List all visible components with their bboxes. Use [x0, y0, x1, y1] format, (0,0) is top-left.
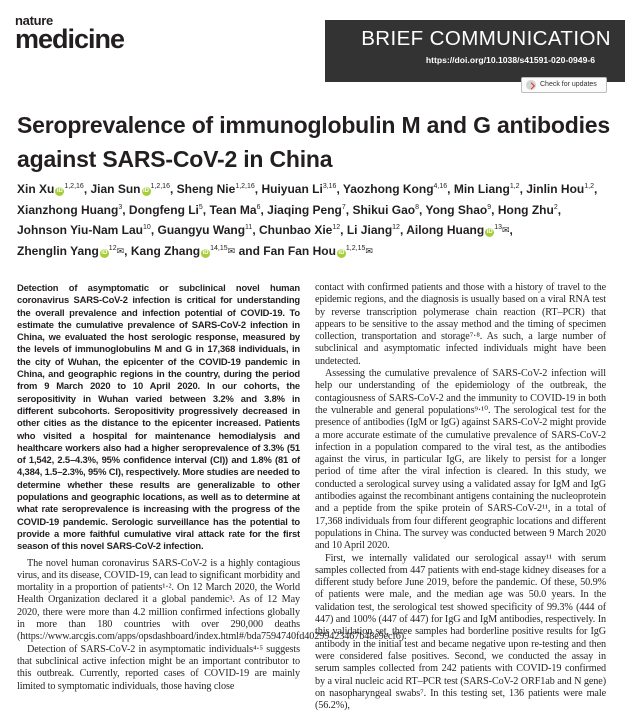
- author-name-text: Dongfeng Li: [128, 202, 199, 217]
- author-affiliation: 13: [494, 224, 502, 231]
- author-name[interactable]: [352, 203, 419, 217]
- author-affiliation: 10: [143, 224, 151, 231]
- email-icon[interactable]: ✉: [227, 245, 236, 256]
- author-name[interactable]: [343, 182, 447, 196]
- email-icon[interactable]: ✉: [365, 245, 373, 256]
- author-affiliation: 9: [487, 203, 492, 211]
- author-affiliation: 2: [553, 203, 558, 211]
- body-paragraph: Detection of SARS-CoV-2 in asymptomatic individuals⁴‧⁵ suggests that subclinical active infection might be an important contributor to this outbreak. Currently, reported cases of COVID-19 are mainly limited to symptomatic individuals, those having close: [17, 643, 300, 692]
- author-name[interactable]: [498, 203, 558, 217]
- author-name[interactable]: [347, 223, 400, 237]
- check-for-updates-button[interactable]: [521, 77, 607, 93]
- author-name[interactable]: [259, 223, 340, 237]
- author-affiliation: 4,16: [433, 183, 448, 190]
- author-name[interactable]: [261, 182, 336, 196]
- author-name-text: Zhenglin Yang: [17, 243, 99, 258]
- author-name-text: Shikui Gao: [352, 202, 416, 217]
- journal-logo: [15, 14, 145, 60]
- logo-nature-text: nature: [15, 13, 53, 28]
- article-title: Seroprevalence of immunoglobulin M and G antibodies against SARS-CoV-2 in China: [17, 112, 610, 172]
- author-name[interactable]: [90, 182, 169, 196]
- logo-medicine-text: medicine: [15, 24, 125, 54]
- author-name-text: Kang Zhang: [130, 243, 201, 258]
- author-name-text: Huiyuan Li: [261, 182, 323, 196]
- email-icon[interactable]: ✉: [501, 225, 510, 235]
- orcid-icon[interactable]: iD: [338, 249, 345, 256]
- author-name[interactable]: [129, 203, 203, 217]
- author-name[interactable]: [526, 182, 594, 196]
- author-name[interactable]: [406, 223, 509, 237]
- author-name-text: Guangyu Wang: [157, 223, 246, 237]
- body-paragraph: contact with confirmed patients and those with a history of travel to the epidemic regions, and the diagnosis is usually based on a viral RNA test by reverse transcription polymerase chain reaction (RT–PCR) that appears to be sensitive to the assay method and the timing of specimen collection, transportation and storage⁷‧⁸. As such, a large number of subclinical and asymptomatic infected individuals might have been undetected.: [315, 282, 606, 367]
- author-name-text: Jiaqing Peng: [267, 202, 342, 217]
- author-name[interactable]: [17, 223, 151, 237]
- author-name[interactable]: [267, 203, 346, 217]
- author-affiliation: 3,16: [322, 183, 337, 190]
- author-name-text: Yaozhong Kong: [342, 182, 434, 196]
- author-name[interactable]: [17, 244, 124, 258]
- author-list: Xin Xu iD$^{1,2,16}$, Jian Sun iD$^{1,2,16}$, Sheng Nie$^{1,2,16}$, Huiyuan Li$^{3,16}$, Yaozhong Kong$^{4,16}$, Min Liang$^{1,2}$, Jinlin Hou$^{1,2}$, Xianzhong Huang$^3$, Dongfeng Li$^5$, Tean Ma$^6$, Jiaqing Peng$^7$, Shikui Gao$^8$, Yong Shao$^9$, Hong Zhu$^2$, Johnson Yiu-Nam Lau$^{10}$, Guangyu Wang$^{11}$, Chunbao Xie$^{12}$, Li Jiang$^{12}$, Ailong Huang $iD^{13}✉$, Zhenglin Yang $iD^{12}✉$, Kang Zhang iD$^{14,15}$✉ and Fan Fan Hou iD$^{1,2,15}$✉: [17, 179, 615, 261]
- author-affiliation: 6: [256, 203, 261, 211]
- author-name[interactable]: [17, 203, 122, 217]
- author-name-text: Chunbao Xie: [259, 223, 333, 237]
- body-paragraph: First, we internally validated our serological assay¹¹ with serum samples collected from 447 patients with end-stage kidney diseases for a different study before June 2019, before the pandemic. Of these, 50.9% of patients were male, and the median age was 50.0 years. In the validation test, the serological test showed specificity of 99.3% (444 of 447) and 100% (447 of 447) for IgG and IgM antibodies, respectively. In this validation set, three samples had borderline positive results for IgG antibody in the initial test and became negative upon re-testing and then were considered false positives. Second, we conducted the assay in serum samples collected from 242 patients with COVID-19 confirmed by a viral nucleic acid RT–PCR test (SARS-CoV-2 ORF1ab and N gene) on nasopharyngeal swabs⁷. In this testing set, 136 patients were male (56.2%),: [315, 552, 606, 712]
- author-name-text: Johnson Yiu-Nam Lau: [17, 223, 144, 237]
- author-name[interactable]: [425, 203, 491, 217]
- author-name[interactable]: [17, 182, 84, 196]
- author-affiliation: 5: [198, 203, 203, 211]
- author-affiliation: 1,2: [509, 183, 520, 190]
- author-name-text: Ailong Huang: [406, 223, 485, 237]
- author-name[interactable]: [209, 203, 260, 217]
- author-name[interactable]: [177, 182, 255, 196]
- text-column-left: [17, 282, 407, 693]
- abstract: Detection of asymptomatic or subclinical novel human coronavirus SARS-CoV-2 infection is critical for understanding the overall prevalence and infection potential of COVID-19. To estimate the cumulative prevalence of SARS-CoV-2 infection in China, we evaluated the host serologic response, measured by the levels of immunoglobulins M and G in 17,368 individuals, in the city of Wuhan, the epicenter of the COVID-19 pandemic in China, and geographic regions in the country, during the period from 9 March 2020 to 10 April 2020. In our cohorts, the seropositivity in Wuhan varied between 3.2% and 3.8% in different subcohorts. Seropositivity progressively decreased in other cities as the distance to the epicenter increased. Patients who visited a hospital for maintenance hemodialysis and healthcare workers also had a higher seroprevalence of 3.3% (51 of 1,542, 2.5–4.3%, 95% confidence interval (CI)) and 1.8% (81 of 4,384, 1.5–2.3%, 95% CI), respectively. More studies are needed to determine whether these results are generalizable to other populations and geographic locations, as well as to determine at what rate seroprevalence is increasing with the progress of the COVID-19 pandemic. Serologic surveillance has the potential to provide a more faithful cumulative viral attack rate for the first season of this novel SARS-CoV-2 infection.: [17, 282, 300, 552]
- body-paragraph: The novel human coronavirus SARS-CoV-2 is a highly contagious virus, and its disease, COVID-19, can lead to significant morbidity and mortality in a proportion of patients¹‧². On 12 March 2020, the World Health Organization declared it a global pandemic³. As of 12 May 2020, there were more than 4.2 million confirmed infections globally in more than 180 countries with over 290,000 deaths (https://www.arcgis.com/apps/opsdashboard/index.html#/bda7594740fd40299423467b48e9ecf6).: [17, 557, 407, 643]
- author-name-text: Fan Fan Hou: [263, 243, 336, 258]
- author-name-text: Tean Ma: [209, 202, 257, 217]
- orcid-icon[interactable]: iD: [56, 188, 63, 194]
- author-name-text: Sheng Nie: [176, 182, 236, 196]
- author-affiliation: 14,15: [210, 244, 228, 252]
- email-icon[interactable]: ✉: [116, 245, 125, 256]
- author-affiliation: 1,2,15: [345, 244, 366, 252]
- author-affiliation: 11: [245, 224, 253, 231]
- author-affiliation: 12: [108, 244, 117, 252]
- author-name-text: Hong Zhu: [497, 202, 554, 217]
- author-name-text: Yong Shao: [425, 202, 488, 217]
- author-name-text: Min Liang: [453, 182, 510, 196]
- author-affiliation: 7: [341, 203, 346, 211]
- author-name[interactable]: [454, 182, 520, 196]
- author-affiliation: 12: [332, 224, 341, 231]
- orcid-icon[interactable]: iD: [202, 249, 209, 256]
- author-affiliation: 1,2,16: [235, 183, 255, 190]
- author-name-text: Jinlin Hou: [526, 182, 585, 196]
- doi-link[interactable]: https://doi.org/10.1038/s41591-020-0949-6: [425, 55, 595, 65]
- author-affiliation: 1,2,16: [150, 183, 170, 190]
- orcid-icon[interactable]: iD: [143, 188, 149, 194]
- author-affiliation: 1,2,16: [64, 183, 84, 190]
- article-type-banner: [325, 20, 625, 82]
- author-affiliation: 3: [118, 203, 123, 211]
- author-name-text: Jian Sun: [90, 182, 141, 196]
- orcid-icon[interactable]: iD: [486, 229, 493, 235]
- author-name[interactable]: and Fan Fan Hou iD$^{1,2,15}$✉: [239, 244, 373, 258]
- check-for-updates-label: Check for updates: [540, 81, 597, 88]
- author-name-text: Li Jiang: [346, 223, 393, 237]
- author-affiliation: 8: [415, 203, 420, 211]
- author-name[interactable]: [131, 244, 235, 258]
- orcid-icon[interactable]: iD: [101, 249, 108, 256]
- author-name[interactable]: [157, 223, 252, 237]
- author-affiliation: 12: [392, 224, 400, 231]
- article-type-label: BRIEF COMMUNICATION: [361, 27, 611, 50]
- author-name-text: Xianzhong Huang: [17, 202, 119, 217]
- text-column-right: [315, 282, 606, 712]
- check-icon: [526, 80, 536, 90]
- author-affiliation: 1,2: [584, 183, 594, 190]
- author-name-text: Xin Xu: [17, 182, 55, 196]
- body-paragraph: Assessing the cumulative prevalence of SARS-CoV-2 infection will help our understanding of the epidemiology of the outbreak, the contagiousness of SARS-CoV-2 and the immunity to COVID-19 in both the vulnerable and general populations⁹‧¹⁰. The serological test for the presence of antibodies (IgM or IgG) against SARS-CoV-2 might provide a more accurate estimate of the cumulative prevalence of SARS-CoV-2 infection in a population compared to the viral test, as the antibodies against the virus, in particular IgG, are likely to persist for a longer period of time after the viral infection is cleared. In this study, we conducted a serological survey using a validated assay for IgM and IgG antibodies against the recombinant antigens containing the nucleoprotein and a peptide from the spike protein of SARS-CoV-2¹¹, in a total of 17,368 individuals from four different geographic locations and different populations in China. The survey was conducted between 9 March 2020 and 10 April 2020.: [315, 368, 606, 552]
